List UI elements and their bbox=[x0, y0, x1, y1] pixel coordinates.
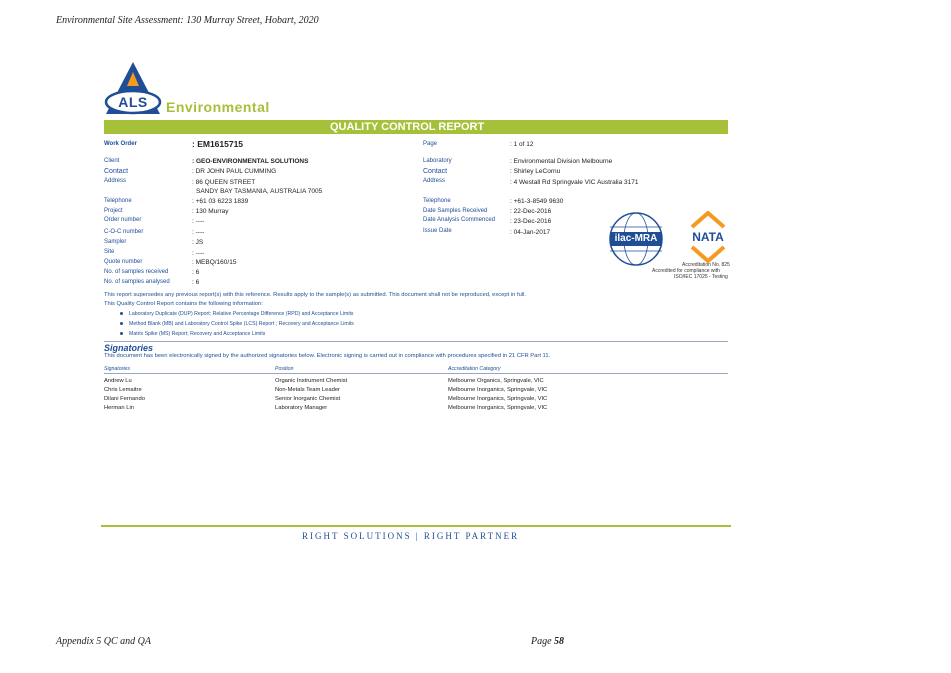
footer-page-label: Page bbox=[531, 636, 555, 647]
order-number-value: : ---- bbox=[192, 218, 205, 225]
project-label: Project bbox=[104, 208, 123, 214]
bullet-dot-icon bbox=[120, 312, 123, 315]
quote-number-label: Quote number bbox=[104, 259, 143, 265]
accreditation-line3: ISO/IEC 17025 - Testing bbox=[674, 274, 728, 280]
signatory-name: Chris Lemaitre bbox=[104, 387, 142, 393]
date-received-value: : 22-Dec-2016 bbox=[510, 208, 552, 215]
accreditation-line1: Accreditation No. 825 bbox=[682, 262, 730, 268]
accreditation-line2: Accredited for compliance with bbox=[652, 268, 720, 274]
telephone-label: Telephone bbox=[104, 198, 132, 204]
signatory-position: Non-Metals Team Leader bbox=[275, 387, 340, 393]
sampler-value: : JS bbox=[192, 239, 204, 246]
divider bbox=[104, 341, 728, 342]
date-commenced-label: Date Analysis Commenced bbox=[423, 217, 496, 223]
col-header-accreditation: Accreditation Category bbox=[448, 366, 501, 372]
client-label: Client bbox=[104, 158, 120, 164]
order-number-label: Order number bbox=[104, 217, 142, 223]
quote-number-value: : MEBQ/160/15 bbox=[192, 259, 237, 266]
issue-date-value: : 04-Jan-2017 bbox=[510, 229, 551, 236]
signatories-heading: Signatories bbox=[104, 343, 154, 353]
page-header: Environmental Site Assessment: 130 Murray Street, Hobart, 2020 bbox=[56, 15, 319, 26]
signatory-name: Dilani Fernando bbox=[104, 396, 145, 402]
contact-value: : DR JOHN PAUL CUMMING bbox=[192, 168, 277, 175]
signatory-position: Organic Instrument Chemist bbox=[275, 378, 348, 384]
als-logo bbox=[104, 60, 162, 116]
footer-page-number: 58 bbox=[554, 636, 565, 647]
bullet-item bbox=[120, 311, 354, 317]
signatory-name: Herman Lin bbox=[104, 405, 134, 411]
footer-rule bbox=[101, 525, 731, 527]
signatory-category: Melbourne Inorganics, Springvale, VIC bbox=[448, 405, 548, 411]
laboratory-value: : Environmental Division Melbourne bbox=[510, 158, 613, 165]
address-label: Address bbox=[104, 178, 127, 184]
table-header-divider bbox=[104, 373, 728, 374]
bullet-item bbox=[120, 331, 265, 337]
bullet-text: Laboratory Duplicate (DUP) Report; Relative Percentage Difference (RPD) and Acceptance Limits bbox=[129, 311, 354, 317]
lab-contact-value: : Shirley LeCornu bbox=[510, 168, 561, 175]
footer-page bbox=[531, 636, 564, 647]
signatory-position: Laboratory Manager bbox=[275, 405, 328, 411]
ilac-mra-seal bbox=[608, 211, 664, 267]
bullet-item bbox=[120, 321, 354, 327]
coc-number-label: C-O-C number bbox=[104, 229, 144, 235]
samples-received-value: : 6 bbox=[192, 269, 200, 276]
signatories-intro: This document has been electronically signed by the authorized signatories below. Electronic signing is carried out in compliance with procedures specified in 21 CFR Part 11. bbox=[104, 353, 551, 359]
supersedes-statement: This report supersedes any previous report(s) with this reference. Results apply to the sample(s) as submitted. This document shall not be reproduced, except in full. bbox=[104, 292, 526, 298]
telephone-value: : +61 03 6223 1839 bbox=[192, 198, 249, 205]
bullet-dot-icon bbox=[120, 332, 123, 335]
bullet-text: Method Blank (MB) and Laboratory Control Spike (LCS) Report ; Recovery and Acceptance Limits bbox=[129, 321, 354, 327]
laboratory-label: Laboratory bbox=[423, 158, 452, 164]
page-label: Page bbox=[423, 141, 438, 147]
date-received-label: Date Samples Received bbox=[423, 208, 488, 214]
report-title: QUALITY CONTROL REPORT bbox=[330, 121, 485, 133]
signatory-category: Melbourne Inorganics, Springvale, VIC bbox=[448, 396, 548, 402]
title-bar bbox=[104, 120, 728, 134]
contact-label: Contact bbox=[104, 168, 129, 175]
signatory-name: Andrew Lu bbox=[104, 378, 132, 384]
ilac-text: ilac-MRA bbox=[614, 233, 658, 244]
brand-name: Environmental bbox=[166, 99, 270, 115]
address-line1: : 86 QUEEN STREET bbox=[192, 179, 256, 186]
signatory-position: Senior Inorganic Chemist bbox=[275, 396, 341, 402]
lab-address-value: : 4 Westall Rd Springvale VIC Australia 3171 bbox=[510, 179, 639, 186]
col-header-signatories: Signatories bbox=[104, 366, 130, 372]
work-order-value: : EM1615715 bbox=[192, 139, 244, 149]
lab-contact-label: Contact bbox=[423, 168, 448, 175]
work-order-label: Work Order bbox=[104, 141, 137, 147]
lab-telephone-label: Telephone bbox=[423, 198, 451, 204]
col-header-position: Position bbox=[275, 366, 294, 372]
bullet-dot-icon bbox=[120, 322, 123, 325]
nata-logo bbox=[686, 211, 730, 263]
signatory-category: Melbourne Inorganics, Springvale, VIC bbox=[448, 387, 548, 393]
lab-address-label: Address bbox=[423, 178, 446, 184]
issue-date-label: Issue Date bbox=[423, 228, 452, 234]
project-value: : 130 Murray bbox=[192, 208, 229, 215]
date-commenced-value: : 23-Dec-2016 bbox=[510, 218, 552, 225]
nata-text: NATA bbox=[692, 230, 724, 244]
address-line2: SANDY BAY TASMANIA, AUSTRALIA 7005 bbox=[196, 188, 323, 195]
footer-appendix: Appendix 5 QC and QA bbox=[56, 636, 151, 647]
als-logo-text: ALS bbox=[118, 94, 148, 110]
samples-analysed-label: No. of samples analysed bbox=[104, 279, 170, 285]
signatory-category: Melbourne Organics, Springvale, VIC bbox=[448, 378, 544, 384]
site-label: Site bbox=[104, 249, 115, 255]
contents-intro: This Quality Control Report contains the following information: bbox=[104, 301, 263, 307]
sampler-label: Sampler bbox=[104, 239, 127, 245]
tagline: RIGHT SOLUTIONS | RIGHT PARTNER bbox=[302, 531, 520, 541]
site-value: : ---- bbox=[192, 250, 205, 257]
lab-telephone-value: : +61-3-8549 9630 bbox=[510, 198, 564, 205]
coc-number-value: : ---- bbox=[192, 229, 205, 236]
samples-analysed-value: : 6 bbox=[192, 279, 200, 286]
samples-received-label: No. of samples received bbox=[104, 269, 169, 275]
page-value: : 1 of 12 bbox=[510, 141, 534, 148]
client-value: : GEO-ENVIRONMENTAL SOLUTIONS bbox=[192, 158, 309, 165]
bullet-text: Matrix Spike (MS) Report; Recovery and Acceptance Limits bbox=[129, 331, 266, 337]
